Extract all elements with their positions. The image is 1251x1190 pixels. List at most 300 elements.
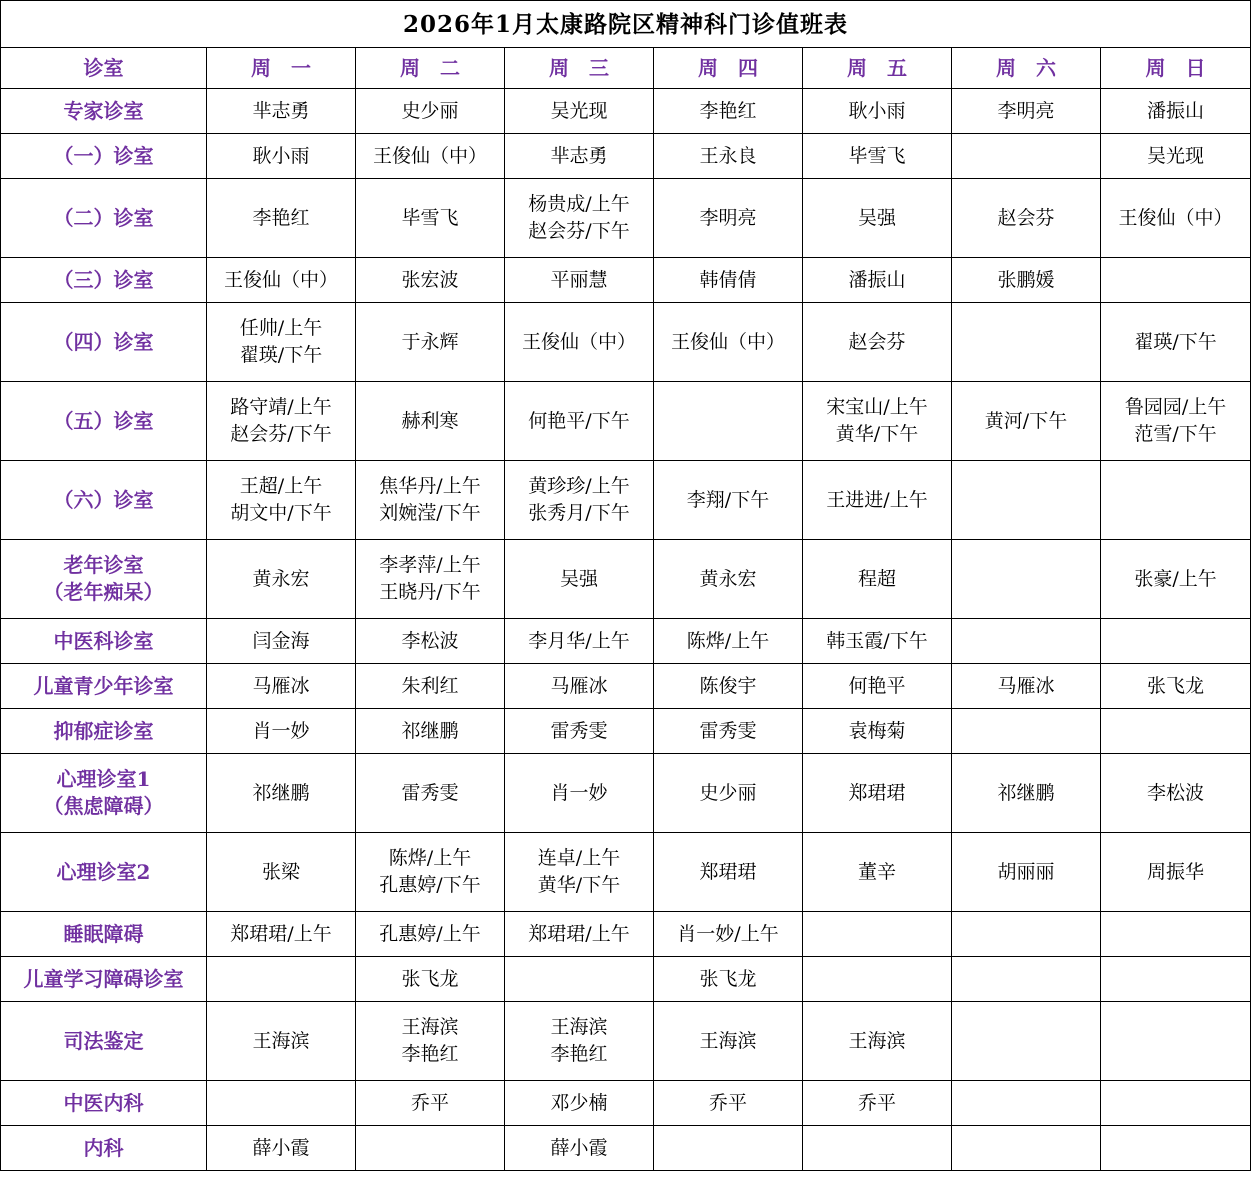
doctor-name: 李月华/上午 [528,629,630,652]
doctor-cell [356,540,505,619]
room-name-cell [1,89,207,134]
doctor-cell [505,664,654,709]
doctor-cell [505,754,654,833]
doctor-cell [654,754,803,833]
doctor-name: 耿小雨 [848,99,906,122]
room-name-cell [1,258,207,303]
column-header-day: 周 一 [207,48,356,89]
column-header-day: 周 日 [1101,48,1251,89]
doctor-name: 李明亮 [997,99,1055,122]
table-row [1,461,1251,540]
doctor-name: 周振华 [1147,860,1205,883]
room-name-cell [1,912,207,957]
doctor-cell [654,1002,803,1081]
room-name: （五）诊室 [53,408,154,433]
room-name: 司法鉴定 [63,1028,144,1053]
doctor-cell [356,709,505,754]
table-row [1,664,1251,709]
doctor-name: 王永良 [699,144,757,167]
doctor-cell [803,540,952,619]
doctor-cell [1101,619,1251,664]
doctor-cell [207,912,356,957]
room-name: 儿童学习障碍诊室 [23,966,184,991]
room-name: 专家诊室 [63,98,144,123]
room-name-cell [1,709,207,754]
doctor-name: 薛小霞 [550,1136,608,1159]
doctor-cell [803,258,952,303]
doctor-cell [952,754,1101,833]
doctor-cell [952,664,1101,709]
doctor-cell [803,134,952,179]
doctor-cell [952,912,1101,957]
doctor-cell [654,957,803,1002]
doctor-cell [952,179,1101,258]
doctor-cell [356,912,505,957]
room-name-cell [1,1002,207,1081]
doctor-name: 肖一妙 [252,719,310,742]
doctor-cell [207,664,356,709]
doctor-name: 黄永宏 [252,567,310,590]
doctor-name: 黄永宏 [699,567,757,590]
room-name-cell [1,664,207,709]
doctor-name: 乔平 [708,1091,747,1114]
doctor-name: 耿小雨 [252,144,310,167]
doctor-name: 李松波 [401,629,459,652]
doctor-name: 黄河/下午 [984,409,1068,432]
doctor-cell [356,303,505,382]
table-row [1,754,1251,833]
doctor-name: 潘振山 [1147,99,1205,122]
doctor-name: 黄珍珍/上午 [528,475,630,497]
doctor-name: 乔平 [410,1091,449,1114]
doctor-cell [952,1126,1101,1171]
doctor-cell [505,258,654,303]
doctor-name: 王进进/上午 [826,488,928,511]
doctor-name: 王海滨 [401,1016,459,1038]
doctor-name: 杨贵成/上午 [528,193,630,215]
doctor-name: 宋宝山/上午 [826,396,928,418]
doctor-cell [803,89,952,134]
doctor-name: 史少丽 [699,781,757,804]
table-row [1,303,1251,382]
doctor-name: 韩玉霞/下午 [826,629,928,652]
doctor-name: 韩倩倩 [699,268,757,291]
doctor-cell [356,382,505,461]
doctor-name: 吴光现 [550,99,608,122]
doctor-name: 肖一妙/上午 [677,922,779,945]
doctor-name: 马雁冰 [252,674,310,697]
doctor-name: 赵会芬 [997,206,1055,229]
doctor-cell [1101,382,1251,461]
room-name: （三）诊室 [53,267,154,292]
doctor-name: 张秀月/下午 [528,502,630,524]
doctor-cell [356,134,505,179]
table-row [1,258,1251,303]
doctor-name: 袁梅菊 [848,719,906,742]
table-row [1,1126,1251,1171]
doctor-name: 乔平 [857,1091,896,1114]
room-name: 中医内科 [63,1090,144,1115]
doctor-name: 刘婉滢/下午 [379,502,481,524]
doctor-cell [803,754,952,833]
doctor-cell [505,540,654,619]
doctor-cell [505,957,654,1002]
doctor-cell [654,1081,803,1126]
doctor-name: 朱利红 [401,674,459,697]
doctor-cell [356,754,505,833]
doctor-cell [952,134,1101,179]
doctor-cell [207,833,356,912]
doctor-name: 王晓丹/下午 [379,581,481,603]
doctor-name: 赵会芬 [848,330,906,353]
doctor-cell [356,179,505,258]
doctor-cell [356,619,505,664]
doctor-name: 张宏波 [401,268,459,291]
doctor-cell [505,134,654,179]
table-row [1,833,1251,912]
doctor-name: 张鹏媛 [997,268,1055,291]
doctor-cell [803,912,952,957]
doctor-cell [356,833,505,912]
doctor-cell [1101,258,1251,303]
room-name: 心理诊室2 [56,859,151,884]
doctor-cell [1101,461,1251,540]
table-row [1,89,1251,134]
doctor-cell [654,461,803,540]
doctor-cell [505,709,654,754]
doctor-cell [505,303,654,382]
doctor-name: 黄华/下午 [835,423,919,445]
doctor-cell [803,957,952,1002]
doctor-name: 雷秀雯 [699,719,757,742]
room-name-cell [1,1081,207,1126]
table-row [1,179,1251,258]
doctor-cell [952,303,1101,382]
room-name-cell [1,1126,207,1171]
doctor-name: 郑珺珺 [699,860,757,883]
room-name: （焦虑障碍） [43,794,164,818]
doctor-name: 陈俊宇 [699,674,757,697]
doctor-cell [505,179,654,258]
room-name-cell [1,303,207,382]
doctor-name: 何艳平/下午 [528,409,630,432]
room-name-cell [1,754,207,833]
doctor-cell [654,540,803,619]
doctor-cell [803,303,952,382]
doctor-name: 董辛 [857,860,896,883]
doctor-cell [505,1126,654,1171]
doctor-cell [654,179,803,258]
doctor-cell [654,134,803,179]
doctor-cell [505,89,654,134]
doctor-cell [1101,134,1251,179]
doctor-name: 祁继鹏 [252,781,310,804]
doctor-cell [505,382,654,461]
doctor-name: 翟瑛/下午 [1134,330,1217,353]
doctor-cell [803,1081,952,1126]
doctor-name: 王俊仙（中） [670,330,785,353]
doctor-name: 王海滨 [550,1016,608,1038]
doctor-cell [356,664,505,709]
doctor-cell [803,382,952,461]
doctor-cell [952,709,1101,754]
doctor-name: 赵会芬/下午 [230,423,332,445]
doctor-cell [952,957,1101,1002]
page-title: 2026年1月太康路院区精神科门诊值班表 [1,1,1251,48]
doctor-cell [1101,709,1251,754]
doctor-name: 王海滨 [848,1029,906,1052]
doctor-cell [952,89,1101,134]
doctor-name: 潘振山 [848,268,906,291]
doctor-name: 程超 [857,567,896,590]
doctor-name: 李翔/下午 [686,488,770,511]
room-name-cell [1,179,207,258]
doctor-cell [207,1002,356,1081]
column-header-room: 诊室 [1,48,207,89]
doctor-cell [207,303,356,382]
table-row [1,957,1251,1002]
doctor-name: 邓少楠 [550,1091,608,1114]
table-row [1,912,1251,957]
doctor-cell [654,303,803,382]
doctor-cell [1101,957,1251,1002]
doctor-cell [952,619,1101,664]
doctor-name: 王俊仙（中） [223,268,338,291]
column-header-day: 周 六 [952,48,1101,89]
doctor-cell [356,1126,505,1171]
doctor-name: 李孝萍/上午 [379,554,481,576]
doctor-cell [952,382,1101,461]
table-row [1,1002,1251,1081]
doctor-cell [654,709,803,754]
doctor-cell [356,1081,505,1126]
doctor-name: 平丽慧 [550,268,608,291]
doctor-cell [207,754,356,833]
doctor-cell [952,258,1101,303]
doctor-name: 胡丽丽 [997,860,1055,883]
doctor-cell [654,664,803,709]
doctor-name: 毕雪飞 [401,206,459,229]
table-row [1,540,1251,619]
doctor-cell [952,833,1101,912]
doctor-cell [207,1081,356,1126]
doctor-cell [803,179,952,258]
doctor-cell [356,957,505,1002]
room-name-cell [1,957,207,1002]
doctor-name: 张飞龙 [699,967,757,990]
doctor-cell [1101,89,1251,134]
doctor-cell [207,89,356,134]
doctor-name: 芈志勇 [550,144,608,167]
doctor-name: 薛小霞 [252,1136,310,1159]
room-name: 心理诊室1 [56,767,151,791]
doctor-cell [356,89,505,134]
room-name-cell [1,382,207,461]
title-row [1,1,1251,48]
doctor-cell [207,382,356,461]
doctor-name: 鲁园园/上午 [1124,396,1227,418]
doctor-name: 吴强 [559,567,598,590]
table-row [1,382,1251,461]
doctor-name: 路守靖/上午 [230,396,332,418]
column-header-day: 周 四 [654,48,803,89]
doctor-name: 胡文中/下午 [230,502,332,524]
doctor-cell [356,1002,505,1081]
header-row [1,48,1251,89]
room-name: 内科 [83,1135,124,1160]
doctor-name: 王海滨 [252,1029,310,1052]
doctor-name: 李艳红 [550,1043,608,1065]
room-name-cell [1,540,207,619]
doctor-cell [803,1002,952,1081]
room-name-cell [1,619,207,664]
doctor-cell [505,912,654,957]
doctor-name: 肖一妙 [550,781,608,804]
doctor-cell [1101,664,1251,709]
doctor-cell [207,134,356,179]
doctor-name: 李松波 [1147,781,1205,804]
doctor-name: 芈志勇 [252,99,310,122]
doctor-cell [803,461,952,540]
doctor-name: 孔惠婷/上午 [379,922,481,945]
doctor-name: 赵会芬/下午 [528,220,630,242]
doctor-cell [1101,303,1251,382]
table-row [1,1081,1251,1126]
doctor-cell [207,461,356,540]
room-name: 儿童青少年诊室 [33,673,174,698]
doctor-cell [952,461,1101,540]
schedule-body [1,89,1251,1171]
doctor-cell [654,89,803,134]
doctor-name: 马雁冰 [550,674,608,697]
doctor-name: 王俊仙（中） [372,144,487,167]
doctor-cell [952,1002,1101,1081]
doctor-name: 李艳红 [401,1043,459,1065]
doctor-name: 王俊仙（中） [1118,206,1233,229]
doctor-cell [505,1002,654,1081]
doctor-name: 王超/上午 [239,475,323,497]
doctor-name: 李艳红 [252,206,310,229]
doctor-name: 任帅/上午 [239,317,323,339]
room-name-cell [1,461,207,540]
doctor-name: 祁继鹏 [997,781,1055,804]
doctor-cell [1101,833,1251,912]
doctor-cell [356,258,505,303]
doctor-cell [654,619,803,664]
doctor-cell [952,540,1101,619]
doctor-cell [505,1081,654,1126]
doctor-name: 李艳红 [699,99,757,122]
doctor-name: 雷秀雯 [401,781,459,804]
doctor-name: 吴光现 [1147,144,1205,167]
table-row [1,619,1251,664]
doctor-cell [207,619,356,664]
doctor-cell [207,1126,356,1171]
doctor-name: 范雪/下午 [1134,423,1217,445]
column-header-day: 周 二 [356,48,505,89]
doctor-cell [803,833,952,912]
doctor-name: 李明亮 [699,206,757,229]
doctor-cell [803,664,952,709]
doctor-cell [1101,179,1251,258]
doctor-name: 王海滨 [699,1029,757,1052]
doctor-name: 张豪/上午 [1134,567,1217,590]
doctor-cell [654,258,803,303]
room-name: （老年痴呆） [43,580,164,604]
doctor-name: 王俊仙（中） [521,330,636,353]
room-name: （四）诊室 [53,329,154,354]
room-name-cell [1,833,207,912]
doctor-cell [1101,1081,1251,1126]
doctor-name: 赫利寒 [401,409,459,432]
doctor-cell [654,912,803,957]
doctor-name: 郑珺珺/上午 [230,922,332,945]
doctor-cell [356,461,505,540]
doctor-name: 祁继鹏 [401,719,459,742]
doctor-cell [1101,1002,1251,1081]
doctor-name: 张飞龙 [401,967,459,990]
doctor-name: 郑珺珺/上午 [528,922,630,945]
doctor-name: 马雁冰 [997,674,1055,697]
doctor-cell [803,619,952,664]
doctor-name: 黄华/下午 [537,874,621,896]
doctor-cell [505,619,654,664]
doctor-cell [505,833,654,912]
doctor-name: 翟瑛/下午 [239,344,323,366]
doctor-name: 陈烨/上午 [388,847,472,869]
doctor-name: 吴强 [857,206,896,229]
doctor-cell [654,1126,803,1171]
doctor-cell [505,461,654,540]
column-header-day: 周 三 [505,48,654,89]
doctor-cell [1101,912,1251,957]
doctor-name: 焦华丹/上午 [379,475,481,497]
doctor-cell [207,709,356,754]
doctor-cell [803,709,952,754]
doctor-name: 何艳平 [848,674,906,697]
doctor-name: 张飞龙 [1147,674,1205,697]
doctor-cell [952,1081,1101,1126]
room-name: 抑郁症诊室 [53,718,154,743]
room-name: 老年诊室 [63,553,144,577]
doctor-name: 于永辉 [401,330,459,353]
doctor-name: 闫金海 [252,629,310,652]
doctor-name: 孔惠婷/下午 [379,874,481,896]
doctor-name: 雷秀雯 [550,719,608,742]
doctor-cell [803,1126,952,1171]
room-name: （六）诊室 [53,487,154,512]
room-name: 中医科诊室 [53,628,154,653]
doctor-cell [654,833,803,912]
doctor-cell [207,540,356,619]
doctor-name: 张梁 [261,860,300,883]
doctor-name: 史少丽 [401,99,459,122]
doctor-cell [1101,540,1251,619]
doctor-cell [1101,754,1251,833]
doctor-cell [1101,1126,1251,1171]
doctor-name: 连卓/上午 [537,847,621,869]
room-name-cell [1,134,207,179]
doctor-name: 郑珺珺 [848,781,906,804]
table-row [1,134,1251,179]
doctor-cell [654,382,803,461]
table-row [1,709,1251,754]
doctor-name: 毕雪飞 [848,144,906,167]
room-name: 睡眠障碍 [63,921,144,946]
doctor-cell [207,179,356,258]
column-header-day: 周 五 [803,48,952,89]
doctor-cell [207,258,356,303]
